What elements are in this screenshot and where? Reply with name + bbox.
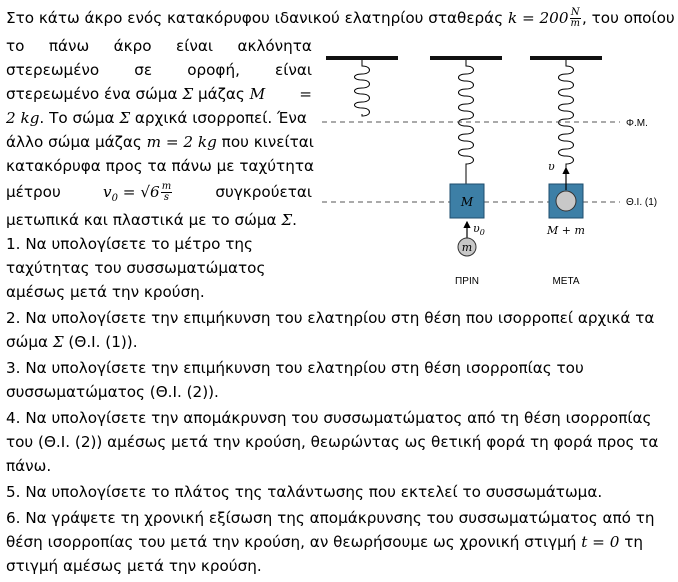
combined-mass-label: M + m [547,224,585,237]
problem-line1-post: , του οποίου [582,9,675,27]
equals: = [299,85,312,103]
velocity-equation: $v_0 = √6$ $\frac{m}{s}$ [102,181,172,205]
question-1-line-3: αμέσως μετά την κρούση. [6,283,205,301]
spring-free [355,60,370,116]
small-mass-equation: m = 2 kg [146,133,217,151]
word: συγκρούεται [215,183,312,201]
question-6-line-1: 6. Να γράψετε τη χρονική εξίσωση της απομάκρυνσης του συσσωματώματος από τη [6,509,655,527]
body-symbol: Σ [182,85,194,103]
body-symbol: Σ [119,109,131,127]
block-M-label: M [460,195,474,209]
problem-line1-pre: Στο κάτω άκρο ενός κατακόρυφου ιδανικού ελατηρίου σταθεράς [6,9,508,27]
caption-before: ΠΡΙΝ [455,276,479,287]
problem-line-2 [6,34,312,58]
question-3-line-2: συσσωματώματος (Θ.Ι. (2)). [6,383,219,401]
word: είναι [176,37,213,55]
question-2-line-1: 2. Να υπολογίσετε την επιμήκυνση του ελατηρίου στη θέση που ισορροπεί αρχικά τα [6,309,655,327]
spring-constant-value: = 200 [517,9,569,27]
natural-length-label: Φ.Μ. [626,118,648,129]
word: οροφή, [187,61,240,79]
unit-fraction-n-per-m [570,8,581,29]
question-4-line-1: 4. Να υπολογίσετε την απομάκρυνση του συσσωματώματος από τη θέση ισορροπίας [6,409,652,427]
problem-line-1 [6,6,675,30]
equilibrium-1-label: Θ.Ι. (1) [626,197,658,208]
question-1-line-2: ταχύτητας του συσσωματώματος [6,259,266,277]
question-4-line-2: του (Θ.Ι. (2)) αμέσως μετά την κρούση, θεωρώντας ως θετική φορά τη φορά προς τα [6,433,659,451]
word: ακλόνητα [237,37,312,55]
mass-symbol: M [249,85,266,103]
word: το [6,37,25,55]
ceiling-1 [326,56,398,60]
body-symbol: Σ [52,333,64,351]
unit-denominator: m [570,18,580,29]
spring-constant-symbol: k [507,9,518,27]
question-4-line-3: πάνω. [6,457,52,475]
mass-value: 2 kg [6,109,40,127]
word: μέτρου [6,183,61,201]
problem-line-9: μετωπικά και πλαστικά με το σώμα Σ. [6,211,297,229]
question-6-line-3: στιγμή αμέσως μετά την κρούση. [6,557,262,575]
ceiling-2 [430,56,502,60]
time-zero: t = 0 [581,533,620,551]
problem-line-5: 2 kg. Το σώμα Σ αρχικά ισορροπεί. Ένα [6,109,307,127]
problem-line-8 [6,180,312,211]
question-3-line-1: 3. Να υπολογίσετε την επιμήκυνση του ελατηρίου στη θέση ισορροπίας του [6,359,584,377]
word: άκρο [113,37,152,55]
unit-numerator: N [570,7,580,18]
ceiling-3 [530,56,602,60]
problem-line-4 [6,82,312,106]
word: πάνω [48,37,90,55]
question-2-line-2: σώμα Σ (Θ.Ι. (1)). [6,333,138,351]
word: είναι [274,61,312,79]
caption-after: ΜΕΤΑ [552,276,580,287]
question-5: 5. Να υπολογίσετε το πλάτος της ταλάντωσης που εκτελεί το συσσωμάτωμα. [6,483,603,501]
body-symbol: Σ [281,211,293,229]
ball-m-label: m [461,241,473,254]
word: στερεωμένο [6,61,100,79]
problem-line-7: κατακόρυφα προς τα πάνω με ταχύτητα [6,157,314,175]
problem-line-6: άλλο σώμα μάζας m = 2 kg που κινείται [6,133,314,151]
question-1-line-1: 1. Να υπολογίσετε το μέτρο της [6,235,253,253]
problem-line4: στερεωμένο ένα σώμα Σ μάζας M [6,85,266,103]
unit-fraction-m-per-s: $\frac{m}{s}$ [161,181,172,203]
problem-line-3 [6,58,312,82]
question-6-line-2: θέση ισορροπίας του μετά την κρούση, αν θεωρήσουμε ως χρονική στιγμή t = 0 τη [6,533,643,551]
combined-ball [556,191,576,211]
velocity-v0-label: $\upsilon_0$ [473,222,485,237]
velocity-v-label: υ [548,160,555,173]
word: σε [134,61,153,79]
spring-collision-figure [320,44,670,294]
